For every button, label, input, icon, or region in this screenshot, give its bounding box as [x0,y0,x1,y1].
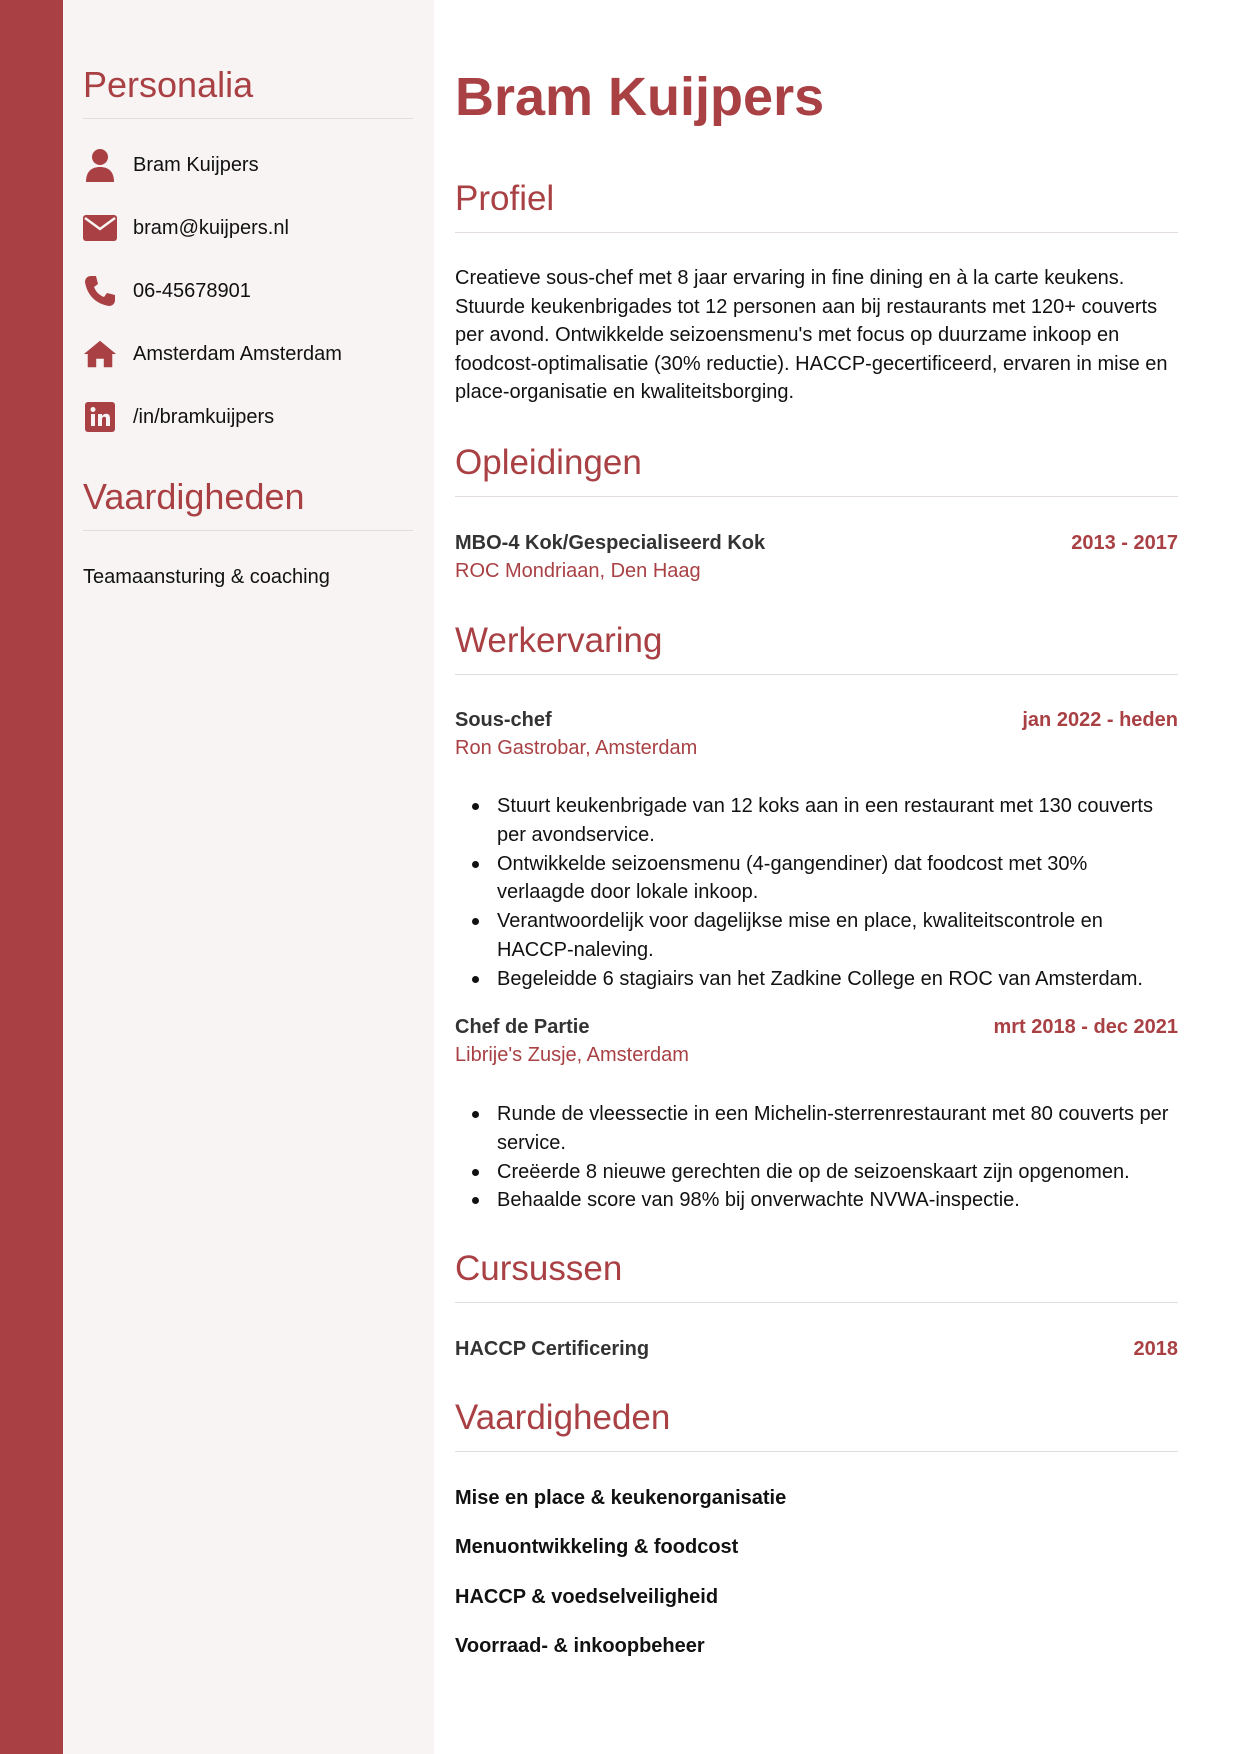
education-date: 2013 - 2017 [1071,532,1178,554]
sidebar-skill-item: Teamaansturing & coaching [83,566,330,588]
contact-address-text: Amsterdam Amsterdam [133,342,342,365]
home-icon [83,337,117,371]
job-title: Sous-chef [455,709,552,731]
personalia-heading: Personalia [83,64,254,105]
job-bullet: Stuurt keukenbrigade van 12 koks aan in een restaurant met 130 couverts per avondservice. [455,792,1178,850]
contact-email[interactable] [83,208,289,248]
sidebar-skills-divider [83,530,413,531]
candidate-name: Bram Kuijpers [455,67,825,127]
contact-linkedin[interactable] [83,397,274,437]
course-title: HACCP Certificering [455,1338,650,1360]
job-bullet: Behaalde score van 98% bij onverwachte NVWA-inspectie. [455,1186,1178,1215]
sidebar-skills-heading: Vaardigheden [83,476,305,517]
profile-heading: Profiel [455,179,555,218]
education-heading: Opleidingen [455,443,642,482]
linkedin-icon [83,400,117,434]
education-title: MBO-4 Kok/Gespecialiseerd Kok [455,532,766,554]
job-bullet: Runde de vleessectie in een Michelin-sterrenrestaurant met 80 couverts per service. [455,1100,1178,1158]
skill-item: Menuontwikkeling & foodcost [455,1536,739,1558]
contact-phone-text[interactable]: 06-45678901 [133,279,251,302]
contact-name [83,145,259,185]
contact-name-text: Bram Kuijpers [133,153,259,176]
main-content [434,0,1241,1754]
job-bullets [455,1100,1178,1215]
phone-icon [83,274,117,308]
job-bullets [455,792,1178,994]
contact-email-text[interactable]: bram@kuijpers.nl [133,216,289,239]
accent-bar [0,0,63,1754]
skills-heading: Vaardigheden [455,1398,671,1437]
job-bullet: Begeleidde 6 stagiairs van het Zadkine College en ROC van Amsterdam. [455,965,1178,994]
job-bullet: Verantwoordelijk voor dagelijkse mise en place, kwaliteitscontrole en HACCP-naleving. [455,907,1178,965]
experience-heading: Werkervaring [455,621,663,660]
skill-item: Mise en place & keukenorganisatie [455,1487,787,1509]
job-bullet: Ontwikkelde seizoensmenu (4-gangendiner) dat foodcost met 30% verlaagde door lokale inkoop. [455,850,1178,908]
profile-text: Creatieve sous-chef met 8 jaar ervaring in fine dining en à la carte keukens. Stuurde keukenbrigades tot 12 personen aan bij restaurants met 120+ couverts per avond. Ontwikkelde seizoensmenu's met focus op duurzame inkoop en foodcost-optimalisatie (30% reductie). HACCP-gecertificeerd, ervaren in mise en place-organisatie en kwaliteitsborging. [455,267,1168,404]
profile-divider [455,232,1178,233]
skill-item: HACCP & voedselveiligheid [455,1586,719,1608]
sidebar [63,0,434,1754]
skills-divider [455,1451,1178,1452]
contact-address [83,334,342,374]
experience-divider [455,674,1178,675]
courses-heading: Cursussen [455,1249,623,1288]
skill-item: Voorraad- & inkoopbeheer [455,1635,705,1657]
job-title: Chef de Partie [455,1016,590,1038]
course-date: 2018 [1133,1338,1178,1360]
job-date: mrt 2018 - dec 2021 [993,1016,1178,1038]
education-divider [455,496,1178,497]
envelope-icon [83,211,117,245]
contact-phone[interactable] [83,271,251,311]
user-icon [83,148,117,182]
courses-divider [455,1302,1178,1303]
personalia-divider [83,118,413,119]
education-institution: ROC Mondriaan, Den Haag [455,560,701,582]
job-company: Librije's Zusje, Amsterdam [455,1044,689,1066]
personalia-section [83,64,413,119]
job-date: jan 2022 - heden [1022,709,1178,731]
job-company: Ron Gastrobar, Amsterdam [455,737,698,759]
sidebar-skills-section [83,476,413,531]
job-bullet: Creëerde 8 nieuwe gerechten die op de seizoenskaart zijn opgenomen. [455,1158,1178,1187]
contact-linkedin-text[interactable]: /in/bramkuijpers [133,405,275,428]
